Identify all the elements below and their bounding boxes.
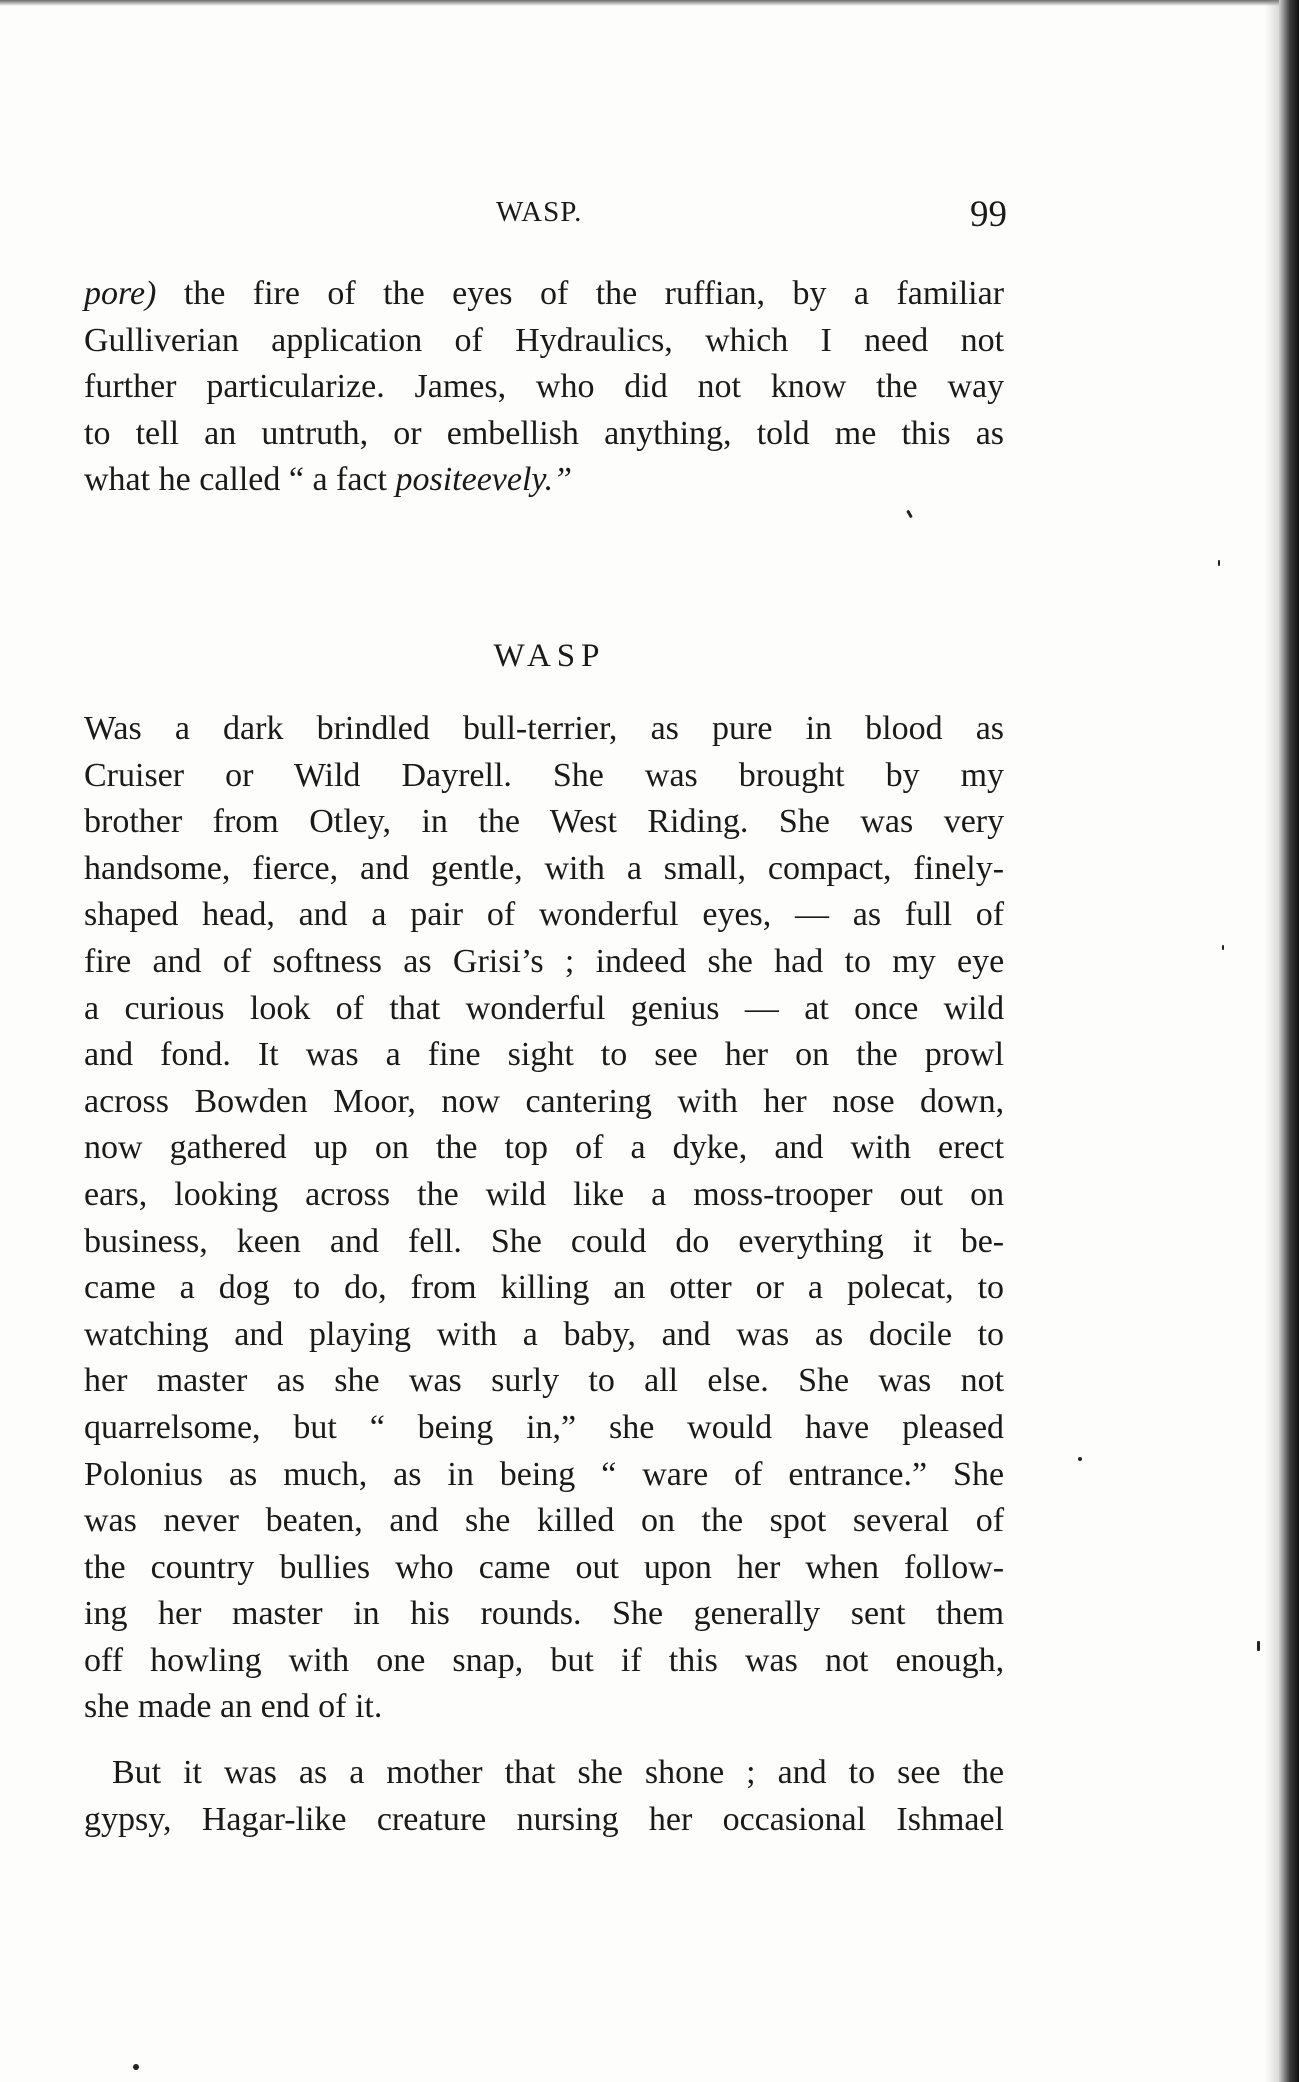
ink-speck [906,510,913,518]
ink-speck [1257,1641,1260,1651]
text-line: what he called “ a fact positeevely.” [84,461,573,499]
text-line: further particularize. James, who did not know the way [84,368,1005,406]
text-line: and fond. It was a fine sight to see her on the prowl [84,1036,1005,1074]
text-line: to tell an untruth, or embellish anything, told me this as [84,414,1005,452]
continued-paragraph [84,271,1004,504]
book-binding-edge [1279,0,1299,2082]
paragraph-wasp-description [84,706,1004,1731]
running-head: WASP. [496,196,583,228]
text-line: brother from Otley, in the West Riding. She was very [84,803,1005,841]
ink-speck [1218,560,1220,566]
text-line: shaped head, and a pair of wonderful eyes, — as full of [84,896,1005,934]
text-line: was never beaten, and she killed on the spot several of [84,1502,1005,1540]
ink-speck [133,2064,139,2070]
text-line: off howling with one snap, but if this was not enough, [84,1641,1005,1679]
paragraph-mother [84,1750,1004,1843]
text-line: Cruiser or Wild Dayrell. She was brought by my [84,756,1005,794]
text-line: she made an end of it. [84,1688,383,1726]
text-line: the country bullies who came out upon her when follow- [84,1548,1005,1586]
text-line: pore) the fire of the eyes of the ruffian, by a familiar [84,275,1005,312]
text-line: gypsy, Hagar-like creature nursing her occasional Ishmael [84,1800,1005,1838]
text-line: Gulliverian application of Hydraulics, which I need not [84,321,1005,359]
text-line: fire and of softness as Grisi’s ; indeed she had to my eye [84,942,1005,980]
page-number: 99 [970,194,1007,235]
text-line: Was a dark brindled bull-terrier, as pure in blood as [84,710,1005,747]
ink-speck [1078,1457,1082,1461]
text-line: her master as she was surly to all else. She was not [84,1362,1005,1400]
text-line: But it was as a mother that she shone ; and to see the [112,1754,1005,1791]
section-heading: WASP [493,638,606,674]
text-line: Polonius as much, as in being “ ware of entrance.” She [84,1455,1005,1493]
text-line: came a dog to do, from killing an otter or a polecat, to [84,1269,1005,1307]
text-line: now gathered up on the top of a dyke, and with erect [84,1129,1005,1167]
text-line: a curious look of that wonderful genius — at once wild [84,989,1005,1027]
scan-edge-top [0,0,1299,6]
text-line: ears, looking across the wild like a moss-trooper out on [84,1175,1005,1213]
ink-speck [1222,945,1224,950]
text-line: ing her master in his rounds. She generally sent them [84,1595,1005,1633]
binding-shadow [1265,0,1279,2082]
text-line: across Bowden Moor, now cantering with her nose down, [84,1082,1005,1120]
text-line: watching and playing with a baby, and was as docile to [84,1315,1005,1353]
text-line: handsome, fierce, and gentle, with a small, compact, finely- [84,849,1005,887]
text-line: quarrelsome, but “ being in,” she would have pleased [84,1408,1005,1446]
text-line: business, keen and fell. She could do everything it be- [84,1222,1005,1260]
